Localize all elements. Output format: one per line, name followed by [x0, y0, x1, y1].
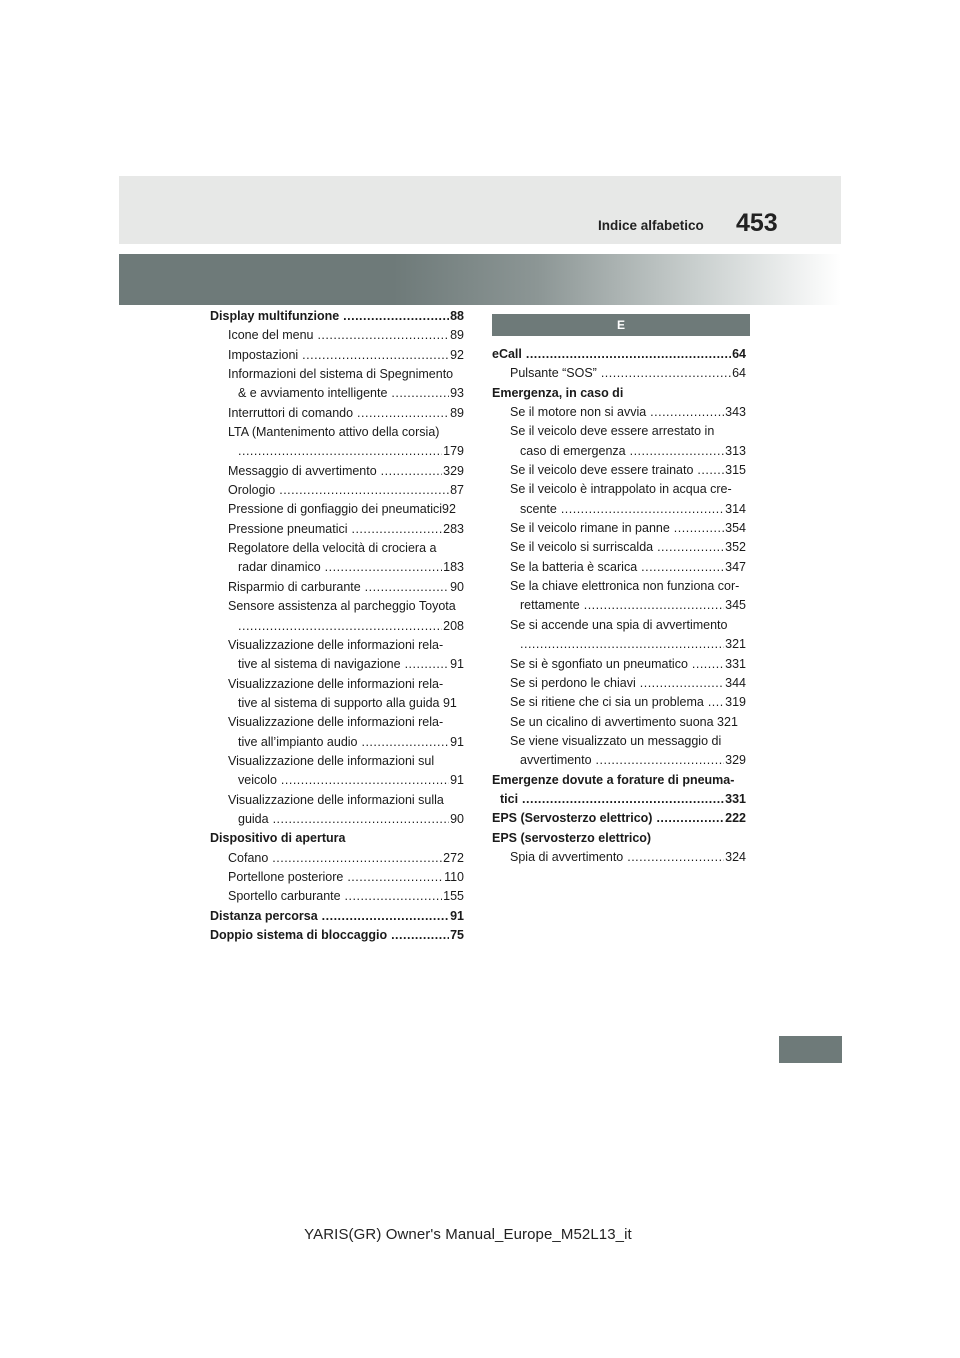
index-entry-label: caso di emergenza ..... — [520, 444, 746, 458]
index-entry-page: 90 — [449, 578, 464, 597]
index-entry — [492, 771, 746, 790]
index-entry — [210, 307, 464, 326]
index-entry — [210, 384, 464, 403]
index-entry — [210, 829, 464, 848]
index-entry-label: Portellone posteriore ..... — [228, 870, 464, 884]
index-entry — [492, 732, 746, 751]
side-index-tab — [779, 1036, 842, 1063]
index-entry — [210, 675, 464, 694]
index-entry-label: Informazioni del sistema di Spegnimento — [228, 367, 454, 382]
index-entry-page: 91 — [449, 733, 464, 752]
index-entry-label: & e avviamento intelligente ..... — [238, 386, 464, 400]
index-entry — [210, 597, 464, 616]
index-entry-label: Doppio sistema di bloccaggio ..... — [210, 928, 464, 942]
index-entry-label: Se si ritiene che ci sia un problema ..... — [510, 695, 746, 709]
index-entry — [492, 635, 746, 654]
index-entry-label: Se si è sgonfiato un pneumatico ..... — [510, 657, 746, 671]
index-entry — [492, 500, 746, 519]
index-entry-page: 179 — [442, 442, 464, 461]
index-entry-page: 354 — [724, 519, 746, 538]
index-entry-page: 272 — [442, 849, 464, 868]
index-entry — [492, 674, 746, 693]
index-entry — [492, 809, 746, 828]
index-entry-label: tici ..... — [500, 792, 746, 806]
index-entry-page: 89 — [449, 326, 464, 345]
index-entry — [492, 461, 746, 480]
index-entry-page: 324 — [724, 848, 746, 867]
index-entry-label: Emergenza, in caso di — [492, 385, 624, 400]
index-column-right — [492, 345, 746, 867]
index-entry-page: 283 — [442, 520, 464, 539]
index-entry-page: 208 — [442, 617, 464, 636]
index-entry — [492, 713, 746, 732]
index-entry-label: avvertimento ..... — [520, 753, 746, 767]
index-entry-label: EPS (servosterzo elettrico) — [492, 830, 652, 845]
index-entry — [210, 868, 464, 887]
index-entry-label: Se il veicolo rimane in panne ..... — [510, 521, 746, 535]
index-entry — [210, 539, 464, 558]
index-entry-label: tive al sistema di navigazione ..... — [238, 657, 464, 671]
index-entry-label: Pressione di gonfiaggio dei pneumatici92 — [228, 502, 456, 517]
index-entry-page: 345 — [724, 596, 746, 615]
index-entry-page: 344 — [724, 674, 746, 693]
index-entry-label: Cofano ..... — [228, 851, 464, 865]
index-entry — [210, 655, 464, 674]
index-entry-label: Orologio ..... — [228, 483, 464, 497]
index-entry — [210, 500, 464, 519]
index-entry — [210, 442, 464, 461]
index-entry-label: Visualizzazione delle informazioni rela- — [228, 676, 444, 691]
index-entry — [492, 829, 746, 848]
index-entry — [492, 790, 746, 809]
index-entry-page: 64 — [731, 364, 746, 383]
index-entry-page: 89 — [449, 404, 464, 423]
index-entry — [210, 771, 464, 790]
index-entry-label: radar dinamico ..... — [238, 560, 464, 574]
index-entry — [210, 849, 464, 868]
index-entry-page: 88 — [449, 307, 464, 326]
index-entry — [492, 577, 746, 596]
index-entry — [210, 791, 464, 810]
index-entry-label: Messaggio di avvertimento ..... — [228, 464, 464, 478]
index-entry — [210, 481, 464, 500]
index-entry — [492, 422, 746, 441]
index-entry-page: 87 — [449, 481, 464, 500]
index-entry-label: Pressione pneumatici ..... — [228, 522, 464, 536]
index-entry-page: 110 — [443, 868, 464, 887]
index-entry-page: 155 — [442, 887, 464, 906]
index-entry-page: 314 — [724, 500, 746, 519]
index-entry-page: 329 — [442, 462, 464, 481]
page-number: 453 — [736, 209, 778, 237]
index-entry-page: 75 — [449, 926, 464, 945]
index-entry — [210, 887, 464, 906]
index-entry-page: 313 — [724, 442, 746, 461]
index-entry-label: Se si accende una spia di avvertimento — [510, 617, 728, 632]
index-entry-label: Sensore assistenza al parcheggio Toyota — [228, 599, 456, 614]
index-entry-page: 92 — [449, 346, 464, 365]
index-entry-label: Visualizzazione delle informazioni sulla — [228, 792, 444, 807]
index-entry — [210, 365, 464, 384]
index-entry — [210, 558, 464, 577]
index-entry-label: Visualizzazione delle informazioni rela- — [228, 637, 444, 652]
index-entry-label: Se il veicolo si surriscalda ..... — [510, 540, 746, 554]
footer — [0, 1226, 960, 1243]
index-entry-label — [238, 444, 464, 458]
index-entry-label: Se il veicolo deve essere trainato ..... — [510, 463, 746, 477]
index-entry-label: eCall ..... — [492, 347, 746, 361]
index-entry — [210, 617, 464, 636]
index-entry — [210, 694, 464, 713]
index-entry — [492, 596, 746, 615]
index-entry-label: LTA (Mantenimento attivo della corsia) — [228, 425, 440, 440]
index-entry — [210, 462, 464, 481]
index-entry — [492, 538, 746, 557]
index-entry-label: Icone del menu ..... — [228, 328, 464, 342]
index-entry-label: Se la batteria è scarica ..... — [510, 560, 746, 574]
index-entry — [492, 616, 746, 635]
index-entry-label: Pulsante “SOS” ..... — [510, 366, 746, 380]
index-entry — [210, 752, 464, 771]
index-entry — [210, 926, 464, 945]
index-column-left — [210, 307, 464, 945]
index-entry — [492, 364, 746, 383]
index-entry — [210, 404, 464, 423]
index-entry-page: 331 — [724, 655, 746, 674]
index-entry-page: 183 — [442, 558, 464, 577]
index-entry-page: 91 — [449, 771, 464, 790]
index-entry — [492, 480, 746, 499]
index-entry-label: guida ..... — [238, 812, 464, 826]
index-entry — [492, 558, 746, 577]
index-entry-label — [520, 637, 746, 651]
index-entry-label: Emergenze dovute a forature di pneuma- — [492, 772, 735, 787]
index-entry-label: Sportello carburante ..... — [228, 889, 464, 903]
index-entry-page: 352 — [724, 538, 746, 557]
index-entry-label — [238, 619, 464, 633]
index-entry-label: Se il motore non si avvia ..... — [510, 405, 746, 419]
index-entry — [210, 423, 464, 442]
index-entry — [210, 520, 464, 539]
index-entry-page: 315 — [724, 461, 746, 480]
index-entry-label: Visualizzazione delle informazioni sul — [228, 753, 435, 768]
index-entry-page: 331 — [724, 790, 746, 809]
index-entry — [492, 519, 746, 538]
index-entry — [492, 384, 746, 403]
index-entry-label: veicolo ..... — [238, 773, 464, 787]
index-entry — [492, 751, 746, 770]
index-entry-label: Se la chiave elettronica non funziona cor- — [510, 579, 740, 594]
index-entry-page: 329 — [724, 751, 746, 770]
index-entry-page: 64 — [731, 345, 746, 364]
index-entry-label: Regolatore della velocità di crociera a — [228, 541, 437, 556]
footer-text: YARIS(GR) Owner's Manual_Europe_M52L13_it — [304, 1226, 632, 1243]
index-entry-label: scente ..... — [520, 502, 746, 516]
index-entry — [210, 346, 464, 365]
index-entry-label: Se viene visualizzato un messaggio di — [510, 733, 722, 748]
index-entry-label: EPS (Servosterzo elettrico) ..... — [492, 811, 746, 825]
index-entry-label: Spia di avvertimento ..... — [510, 850, 746, 864]
index-entry-label: Display multifunzione ..... — [210, 309, 464, 323]
index-entry — [210, 578, 464, 597]
index-entry — [210, 326, 464, 345]
index-entry — [210, 907, 464, 926]
index-entry-page: 90 — [449, 810, 464, 829]
index-entry-label: Dispositivo di apertura — [210, 831, 346, 846]
index-entry-page: 343 — [724, 403, 746, 422]
index-entry-label: tive all’impianto audio ..... — [238, 735, 464, 749]
index-entry — [210, 733, 464, 752]
index-entry-label: rettamente ..... — [520, 598, 746, 612]
index-entry-page: 93 — [449, 384, 464, 403]
index-entry-page: 91 — [449, 907, 464, 926]
index-entry — [210, 810, 464, 829]
section-letter-band: E — [492, 314, 750, 336]
index-entry — [492, 345, 746, 364]
index-entry — [492, 442, 746, 461]
index-entry-page: 347 — [724, 558, 746, 577]
index-entry — [492, 848, 746, 867]
index-entry — [492, 693, 746, 712]
index-entry-label: Visualizzazione delle informazioni rela- — [228, 715, 444, 730]
index-entry — [210, 713, 464, 732]
index-entry-label: Impostazioni ..... — [228, 348, 464, 362]
index-entry-label: Distanza percorsa ..... — [210, 909, 464, 923]
index-entry — [210, 636, 464, 655]
index-entry-label: Se un cicalino di avvertimento suona 321 — [510, 714, 738, 729]
index-entry-label: Se il veicolo è intrappolato in acqua cre- — [510, 482, 732, 497]
index-entry-page: 222 — [724, 809, 746, 828]
section-title: Indice alfabetico — [598, 218, 704, 233]
header-band — [119, 176, 841, 244]
index-entry-page: 321 — [724, 635, 746, 654]
header-gradient-bar — [119, 254, 841, 305]
index-entry-label: Se il veicolo deve essere arrestato in — [510, 424, 715, 439]
index-entry — [492, 403, 746, 422]
index-entry-label: Interruttori di comando ..... — [228, 406, 464, 420]
index-entry-page: 319 — [724, 693, 746, 712]
index-entry-label: Se si perdono le chiavi ..... — [510, 676, 746, 690]
index-entry-label: tive al sistema di supporto alla guida 91 — [238, 695, 457, 710]
index-entry-page: 91 — [449, 655, 464, 674]
index-entry-label: Risparmio di carburante ..... — [228, 580, 464, 594]
index-entry — [492, 655, 746, 674]
